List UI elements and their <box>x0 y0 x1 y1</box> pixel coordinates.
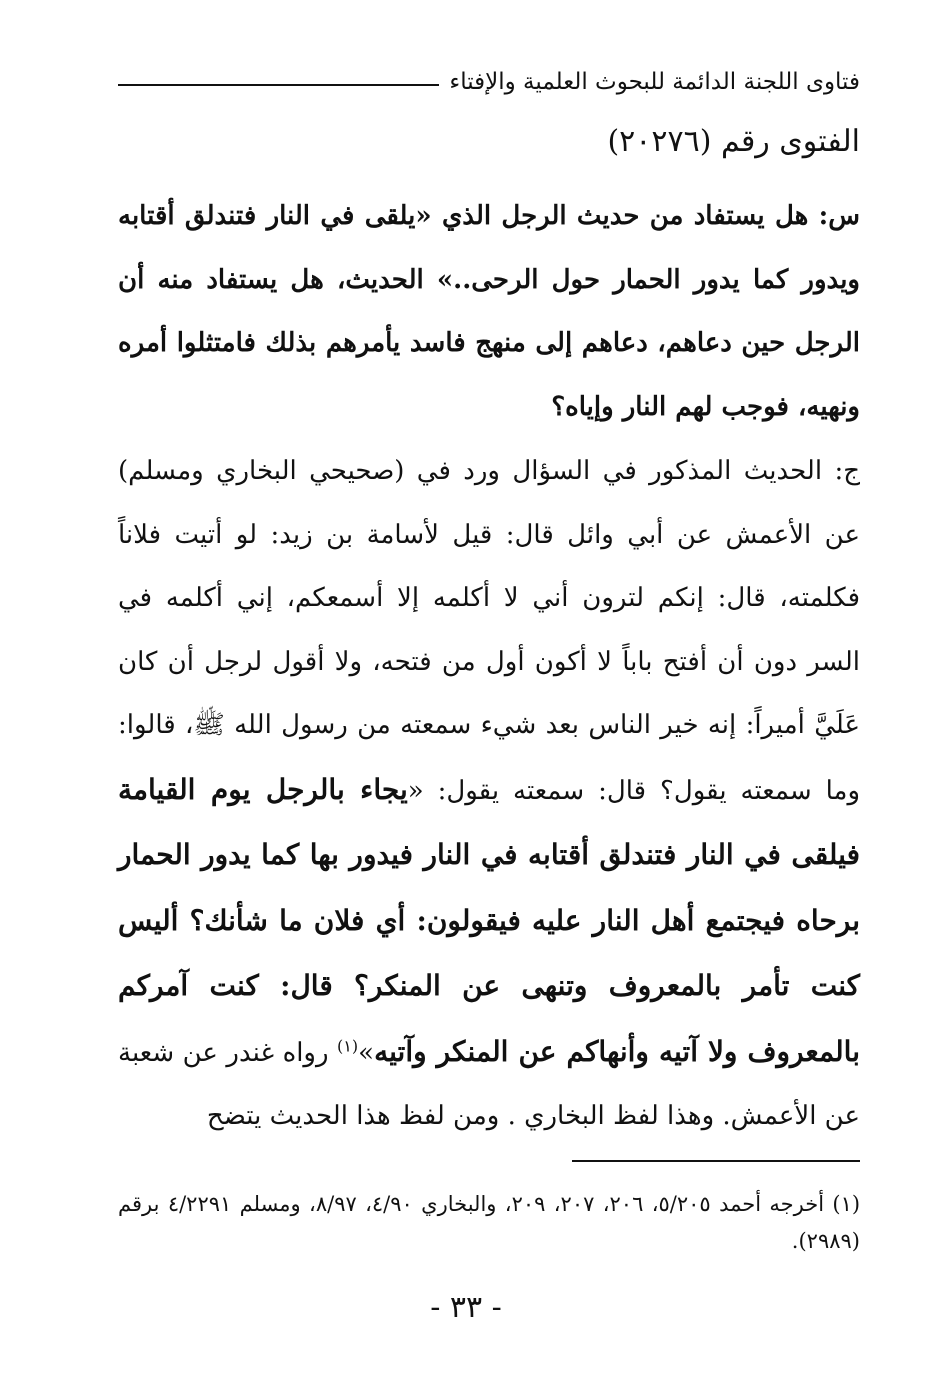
header-rule <box>118 84 439 86</box>
question-paragraph: س: هل يستفاد من حديث الرجل الذي «يلقى في النار فتندلق أقتابه ويدور كما يدور الحمار حول الرحى..» الحديث، هل يستفاد منه أن الرجل حين دعاهم، دعاهم إلى منهج فاسد يأمرهم بذلك فامتثلوا أمره ونهيه، فوجب لهم النار وإياه؟ <box>118 201 860 422</box>
hadith-close-quote: » <box>358 1037 375 1068</box>
fatwa-number: الفتوى رقم (٢٠٢٧٦) <box>607 124 860 159</box>
footnote-separator <box>572 1160 860 1162</box>
answer-outro: رواه غندر عن شعبة عن الأعمش. وهذا لفظ البخاري . ومن لفظ هذا الحديث يتضح <box>118 1037 860 1131</box>
footnote-reference[interactable]: (١) <box>337 1035 359 1055</box>
hadith-text: يجاء بالرجل يوم القيامة فيلقى في النار فتندلق أقتابه في النار فيدور بها كما يدور الحمار برحاه فيجتمع أهل النار عليه فيقولون: أي فلان ما شأنك؟ أليس كنت تأمر بالمعروف وتنهى عن المنكر؟ قال: كنت آمركم بالمعروف ولا آتيه وأنهاكم عن المنكر وآتيه <box>118 772 860 1068</box>
running-title: فتاوى اللجنة الدائمة للبحوث العلمية والإفتاء <box>449 69 860 95</box>
footnote-1: (١) أخرجه أحمد ٥/٢٠٥، ٢٠٦، ٢٠٧، ٢٠٩، والبخاري ٤/٩٠، ٨/٩٧، ومسلم ٤/٢٢٩١ برقم (٢٩٨٩). <box>118 1192 861 1253</box>
answer-paragraph <box>118 440 860 1149</box>
answer-intro: ج: الحديث المذكور في السؤال ورد في (صحيحي البخاري ومسلم) عن الأعمش عن أبي وائل قال: قيل لأسامة بن زيد: لو أتيت فلاناً فكلمته، قال: إنكم لترون أني لا أكلمه إلا أسمعكم، إني أكلمه في السر دون أن أفتح باباً لا أكون أول من فتحه، ولا أقول لرجل أن كان عَلَيَّ أميراً: إنه خير الناس بعد شيء سمعته من رسول الله ﷺ، قالوا: وما سمعته يقول؟ قال: سمعته يقول: « <box>118 456 860 806</box>
page-number: - ٣٣ - <box>430 1290 502 1325</box>
running-header <box>118 62 860 102</box>
